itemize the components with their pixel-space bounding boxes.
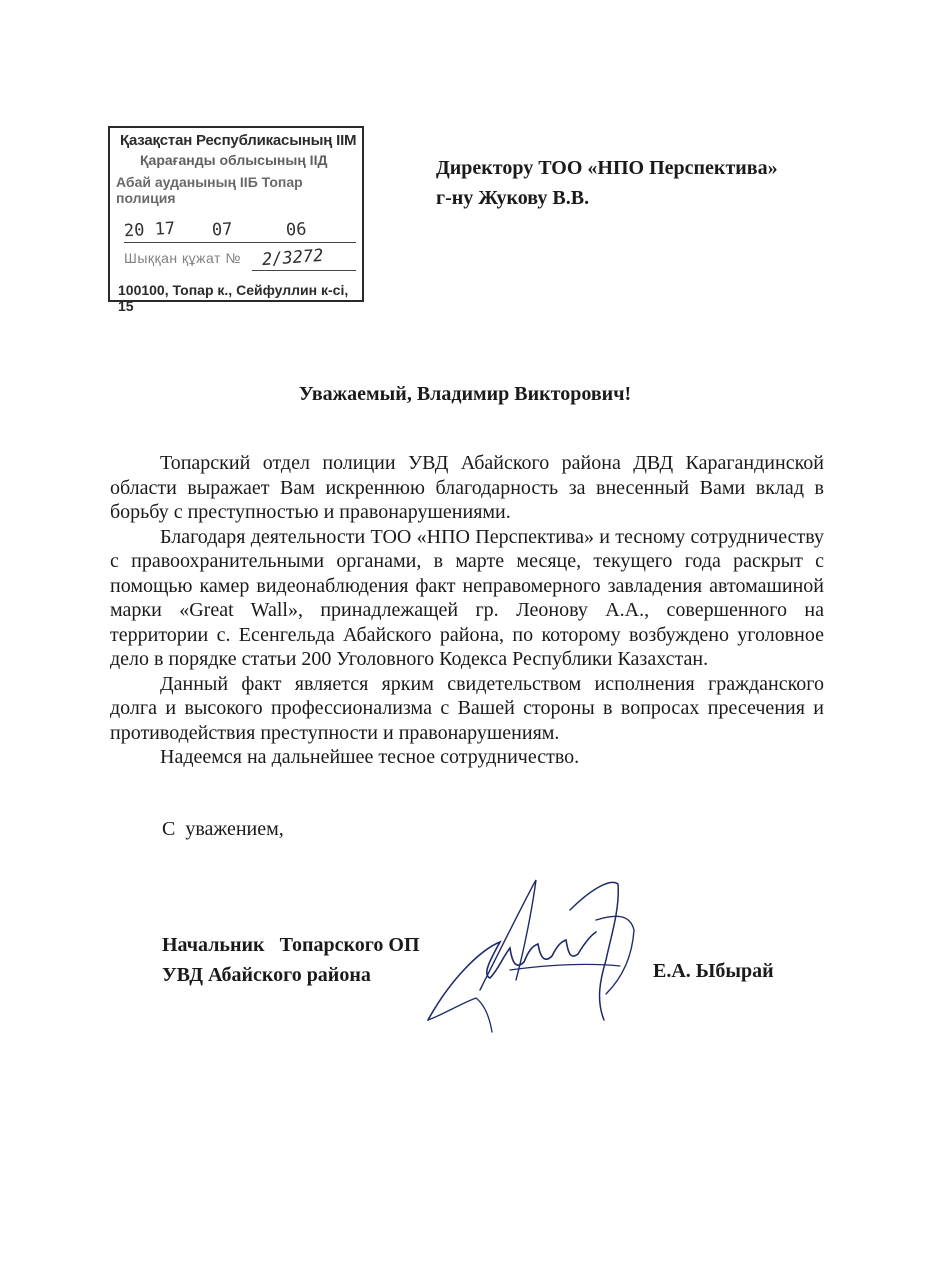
stamp-line-2: Қарағанды облысының ІІД	[140, 152, 328, 168]
letter-body	[110, 451, 824, 770]
stamp-date	[124, 220, 354, 244]
stamp-outgoing-label: Шыққан құжат №	[124, 250, 241, 266]
closing: С уважением,	[162, 818, 284, 840]
position-line-1: Начальник Топарского ОП	[162, 934, 420, 956]
addressee-block	[436, 153, 778, 213]
paragraph-3: Данный факт является ярким свидетельством исполнения гражданского долга и высокого профессионализма с Вашей стороны в вопросах пресечения и противодействия преступности и правонарушениям.	[110, 672, 824, 744]
stamp-line-3: Абай ауданының ІІБ Топар полиция	[116, 174, 303, 206]
stamp-line-1: Қазақстан Республикасының ІІМ	[120, 132, 357, 149]
handwritten-signature	[420, 870, 650, 1040]
stamp-date-year: 20 17	[123, 218, 176, 242]
addressee-line-2: г-ну Жукову В.В.	[436, 187, 590, 209]
paragraph-1: Топарский отдел полиции УВД Абайского района ДВД Карагандинской области выражает Вам искреннюю благодарность за внесенный Вами вклад в борьбу с преступностью и правонарушениями.	[110, 452, 824, 523]
stamp-date-month: 07	[211, 219, 233, 241]
stamp-date-underline	[124, 242, 356, 243]
stamp-date-day: 06	[285, 219, 307, 241]
stamp-outgoing	[124, 245, 354, 271]
stamp-address: 100100, Топар к., Сейфуллин к-сі, 15	[118, 282, 349, 314]
position-line-2: УВД Абайского района	[162, 964, 371, 986]
stamp-outgoing-underline	[252, 270, 356, 271]
paragraph-2: Благодаря деятельности ТОО «НПО Перспектива» и тесному сотрудничеству с правоохранительными органами, в марте месяце, текущего года раскрыт с помощью камер видеонаблюдения факт неправомерного завладения автомашиной марки «Great Wall», принадлежащей гр. Леонову А.А., совершенного на территории с. Есенгельда Абайского района, по которому возбуждено уголовное дело в порядке статьи 200 Уголовного Кодекса Республики Казахстан.	[110, 525, 824, 670]
signatory-position	[162, 930, 420, 990]
paragraph-4: Надеемся на дальнейшее тесное сотрудничество.	[160, 746, 580, 768]
salutation: Уважаемый, Владимир Викторович!	[298, 383, 632, 405]
registration-stamp	[108, 126, 364, 314]
stamp-outgoing-number: 2/3272	[261, 245, 325, 271]
signer-name: Е.А. Ыбырай	[653, 960, 774, 982]
addressee-line-1: Директору ТОО «НПО Перспектива»	[436, 157, 778, 179]
